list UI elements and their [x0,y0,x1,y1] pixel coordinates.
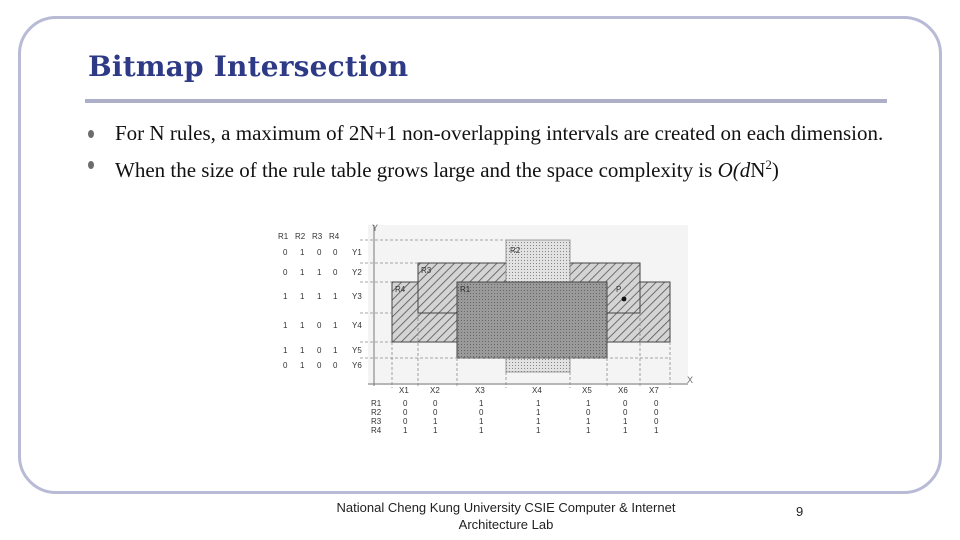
table-row [371,399,659,408]
svg-text:Y2: Y2 [352,268,362,277]
svg-text:1: 1 [623,426,628,435]
svg-text:0: 0 [333,268,338,277]
svg-text:0: 0 [403,417,408,426]
footer-text: National Cheng Kung University CSIE Computer & Internet Architecture Lab [336,500,676,532]
table-row [371,417,659,426]
svg-text:1: 1 [283,346,288,355]
left-table-header [278,232,340,241]
svg-text:1: 1 [333,321,338,330]
svg-text:R3: R3 [312,232,323,241]
svg-text:0: 0 [333,248,338,257]
svg-text:0: 0 [317,361,322,370]
svg-text:X3: X3 [475,386,485,395]
svg-text:1: 1 [623,417,628,426]
slide-title: Bitmap Intersection [88,50,409,83]
x-interval-labels [399,386,659,395]
svg-text:Y3: Y3 [352,292,362,301]
table-row [283,361,362,370]
table-row [371,426,659,435]
svg-text:R2: R2 [295,232,306,241]
table-row [283,292,362,301]
table-row [371,408,659,417]
svg-text:0: 0 [317,321,322,330]
svg-text:X7: X7 [649,386,659,395]
table-row [283,268,362,277]
svg-text:0: 0 [283,268,288,277]
svg-text:1: 1 [333,292,338,301]
svg-text:0: 0 [403,408,408,417]
x-axis-label: X [687,375,694,385]
table-row [283,346,362,355]
svg-text:Y1: Y1 [352,248,362,257]
svg-text:1: 1 [317,268,322,277]
svg-text:0: 0 [654,408,659,417]
bullet-text: For N rules, a maximum of 2N+1 non-overlapping intervals are created on each dimension. [115,121,884,145]
svg-text:1: 1 [433,426,438,435]
svg-text:1: 1 [300,292,305,301]
svg-text:0: 0 [317,248,322,257]
bitmap-diagram [268,220,698,442]
svg-text:1: 1 [536,408,541,417]
svg-text:1: 1 [300,346,305,355]
table-row [283,321,362,330]
bullet-dot-icon [88,130,94,138]
svg-text:0: 0 [403,399,408,408]
svg-text:1: 1 [479,426,484,435]
svg-text:1: 1 [479,399,484,408]
svg-text:R2: R2 [371,408,382,417]
bottom-table [371,399,659,435]
rule-r1-label: R1 [460,285,471,294]
bullet-item [88,118,898,149]
svg-text:1: 1 [586,417,591,426]
bullet-text: When the size of the rule table grows large and the space complexity is $O(dN^2)$ [115,157,779,182]
svg-text:1: 1 [300,361,305,370]
svg-text:1: 1 [283,321,288,330]
svg-text:Y5: Y5 [352,346,362,355]
svg-text:1: 1 [300,268,305,277]
bullet-dot-icon [88,161,94,169]
table-row [283,248,362,257]
svg-text:0: 0 [317,346,322,355]
svg-text:1: 1 [300,248,305,257]
rule-r4-label: R4 [395,285,406,294]
svg-text:1: 1 [403,426,408,435]
svg-text:X2: X2 [430,386,440,395]
svg-text:0: 0 [283,361,288,370]
svg-text:R1: R1 [371,399,382,408]
svg-text:X5: X5 [582,386,592,395]
svg-text:R1: R1 [278,232,289,241]
svg-text:1: 1 [536,399,541,408]
svg-text:0: 0 [654,399,659,408]
svg-text:1: 1 [433,417,438,426]
svg-text:1: 1 [586,399,591,408]
svg-text:1: 1 [536,426,541,435]
svg-text:X6: X6 [618,386,628,395]
svg-text:0: 0 [654,417,659,426]
bullet-item [88,149,898,186]
svg-text:0: 0 [623,408,628,417]
svg-text:1: 1 [654,426,659,435]
svg-text:Y6: Y6 [352,361,362,370]
svg-text:Y4: Y4 [352,321,362,330]
bullet-list [88,118,898,186]
svg-text:0: 0 [479,408,484,417]
svg-text:1: 1 [283,292,288,301]
svg-text:R3: R3 [371,417,382,426]
svg-text:1: 1 [300,321,305,330]
svg-text:R4: R4 [371,426,382,435]
svg-text:1: 1 [586,426,591,435]
rule-r3-label: R3 [421,266,432,275]
svg-text:0: 0 [333,361,338,370]
svg-text:0: 0 [433,408,438,417]
svg-text:X1: X1 [399,386,409,395]
rule-r1-rect [457,282,607,358]
svg-text:R4: R4 [329,232,340,241]
svg-text:0: 0 [433,399,438,408]
point-p-marker [622,297,627,302]
svg-text:0: 0 [623,399,628,408]
title-divider [85,99,887,103]
svg-text:0: 0 [586,408,591,417]
svg-text:1: 1 [317,292,322,301]
point-p-label: P [616,285,622,294]
y-axis-label: Y [372,223,379,233]
svg-text:1: 1 [333,346,338,355]
left-table [283,248,362,370]
svg-text:X4: X4 [532,386,542,395]
svg-text:1: 1 [479,417,484,426]
rule-r2-label: R2 [510,246,521,255]
svg-text:1: 1 [536,417,541,426]
svg-text:0: 0 [283,248,288,257]
page-number: 9 [796,504,804,519]
